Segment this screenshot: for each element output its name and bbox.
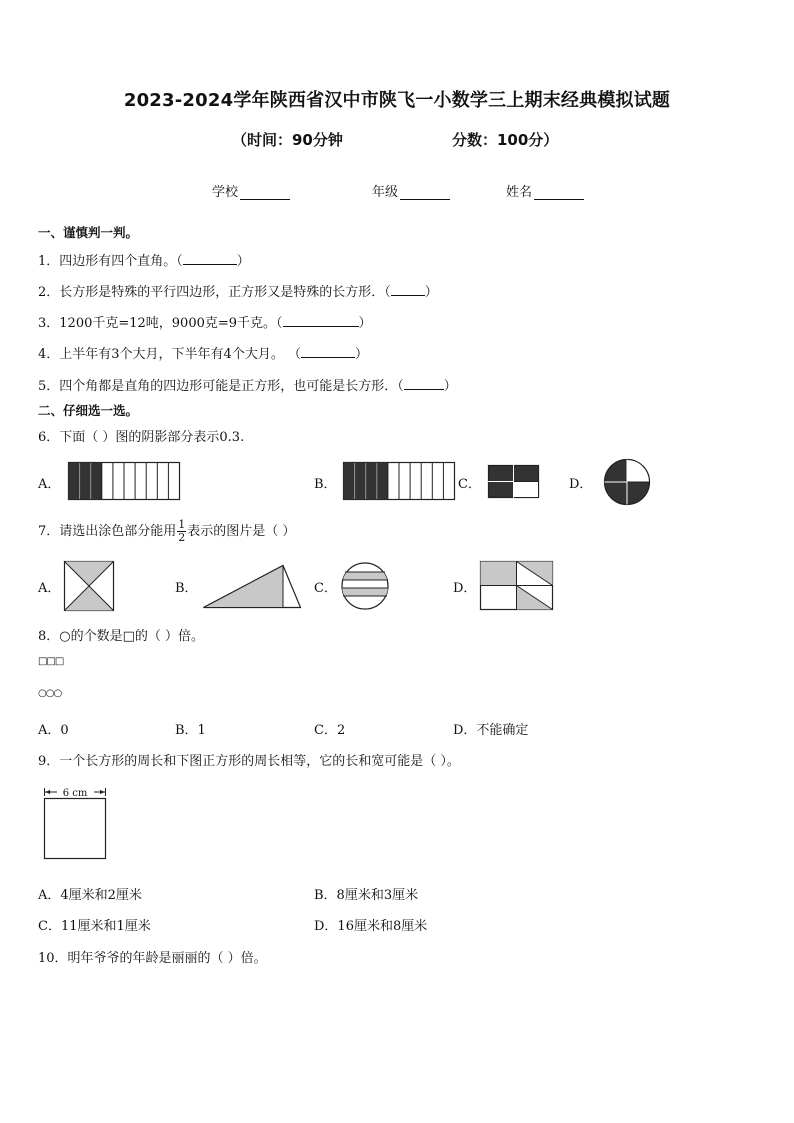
q9-option-c[interactable]: C．11厘米和1厘米 [38,919,151,934]
q6-option-c-label[interactable]: C． [458,477,481,492]
q8-squares-row: □□□ [38,656,64,667]
q9-option-b[interactable]: B．8厘米和3厘米 [314,888,419,903]
q9-option-d[interactable]: D．16厘米和8厘米 [314,919,428,934]
q7-option-b-label[interactable]: B． [175,581,198,596]
fraction-denominator: 2 [178,531,186,544]
answer-blank-5[interactable] [404,377,444,390]
section-2-heading: 二、仔细选一选。 [38,403,139,418]
question-10-text: 10．明年爷爷的年龄是丽丽的（ ）倍。 [38,951,267,966]
question-4-text: 4．上半年有3个大月，下半年有4个大月。 （ [38,347,301,362]
q6-option-b-label[interactable]: B． [314,477,337,492]
question-4 [38,343,368,362]
answer-blank-2[interactable] [391,283,425,296]
school-blank[interactable] [240,186,290,200]
question-5-text: 5．四个角都是直角的四边形可能是正方形，也可能是长方形．（ [38,379,404,394]
question-9-text: 9．一个长方形的周长和下图正方形的周长相等，它的长和宽可能是（ ）。 [38,754,460,769]
q8-option-a[interactable]: A．0 [38,723,69,738]
q7-option-c-figure [341,562,389,610]
close-paren: ） [358,316,372,331]
school-field[interactable] [212,181,290,200]
section-1-heading: 一、谨慎判一判。 [38,225,139,240]
exam-time: （时间：90分钟 [232,131,343,149]
question-5 [38,375,457,394]
question-1-text: 1．四边形有四个直角。（ [38,254,183,269]
q9-figure-label: 6 cm [62,788,88,799]
page-title: 2023-2024学年陕西省汉中市陕飞一小数学三上期末经典模拟试题 [123,90,671,111]
q6-option-b-figure [343,462,455,500]
close-paren: ） [443,379,457,394]
answer-blank-4[interactable] [301,345,355,358]
q8-option-b[interactable]: B．1 [175,723,206,738]
q6-option-a-label[interactable]: A． [38,477,61,492]
question-3 [38,312,372,331]
q7-option-c-label[interactable]: C． [314,581,337,596]
q9-square-figure [42,784,108,862]
answer-blank-3[interactable] [283,314,359,327]
question-6-text: 6．下面（ ）图的阴影部分表示0.3. [38,430,245,445]
close-paren: ） [236,254,250,269]
name-blank[interactable] [534,186,584,200]
question-7-text-before: 7．请选出涂色部分能用 [38,524,177,539]
question-2-text: 2．长方形是特殊的平行四边形，正方形又是特殊的长方形．（ [38,285,391,300]
q8-option-d[interactable]: D．不能确定 [453,723,529,738]
q7-option-a-label[interactable]: A． [38,581,61,596]
grade-label: 年级 [372,185,399,200]
question-3-text: 3．1200千克=12吨，9000克=9千克。（ [38,316,283,331]
exam-score: 分数：100分） [452,131,559,149]
q7-option-d-label[interactable]: D． [453,581,477,596]
q8-option-c[interactable]: C．2 [314,723,346,738]
q6-option-a-figure [68,462,180,500]
name-field[interactable] [506,181,584,200]
grade-field[interactable] [372,181,450,200]
q7-option-d-figure [480,561,554,611]
close-paren: ） [424,285,438,300]
question-8-text: 8．○的个数是□的（ ）倍。 [38,629,205,644]
answer-blank-1[interactable] [183,252,237,265]
fraction-numerator: 1 [178,518,186,531]
q6-option-c-figure [488,465,540,499]
fraction-one-half [177,519,186,544]
name-label: 姓名 [506,185,533,200]
q7-option-b-figure [203,565,301,609]
close-paren: ） [354,347,368,362]
school-label: 学校 [212,185,239,200]
q6-option-d-figure [603,458,651,506]
q6-option-d-label[interactable]: D． [569,477,593,492]
q9-option-a[interactable]: A．4厘米和2厘米 [38,888,142,903]
question-2 [38,281,438,300]
question-7-text-after: 表示的图片是（ ） [187,524,296,539]
question-1 [38,250,250,269]
q8-circles-row: ○○○ [38,688,62,699]
q7-option-a-figure [64,561,114,611]
question-7 [38,519,295,544]
grade-blank[interactable] [400,186,450,200]
